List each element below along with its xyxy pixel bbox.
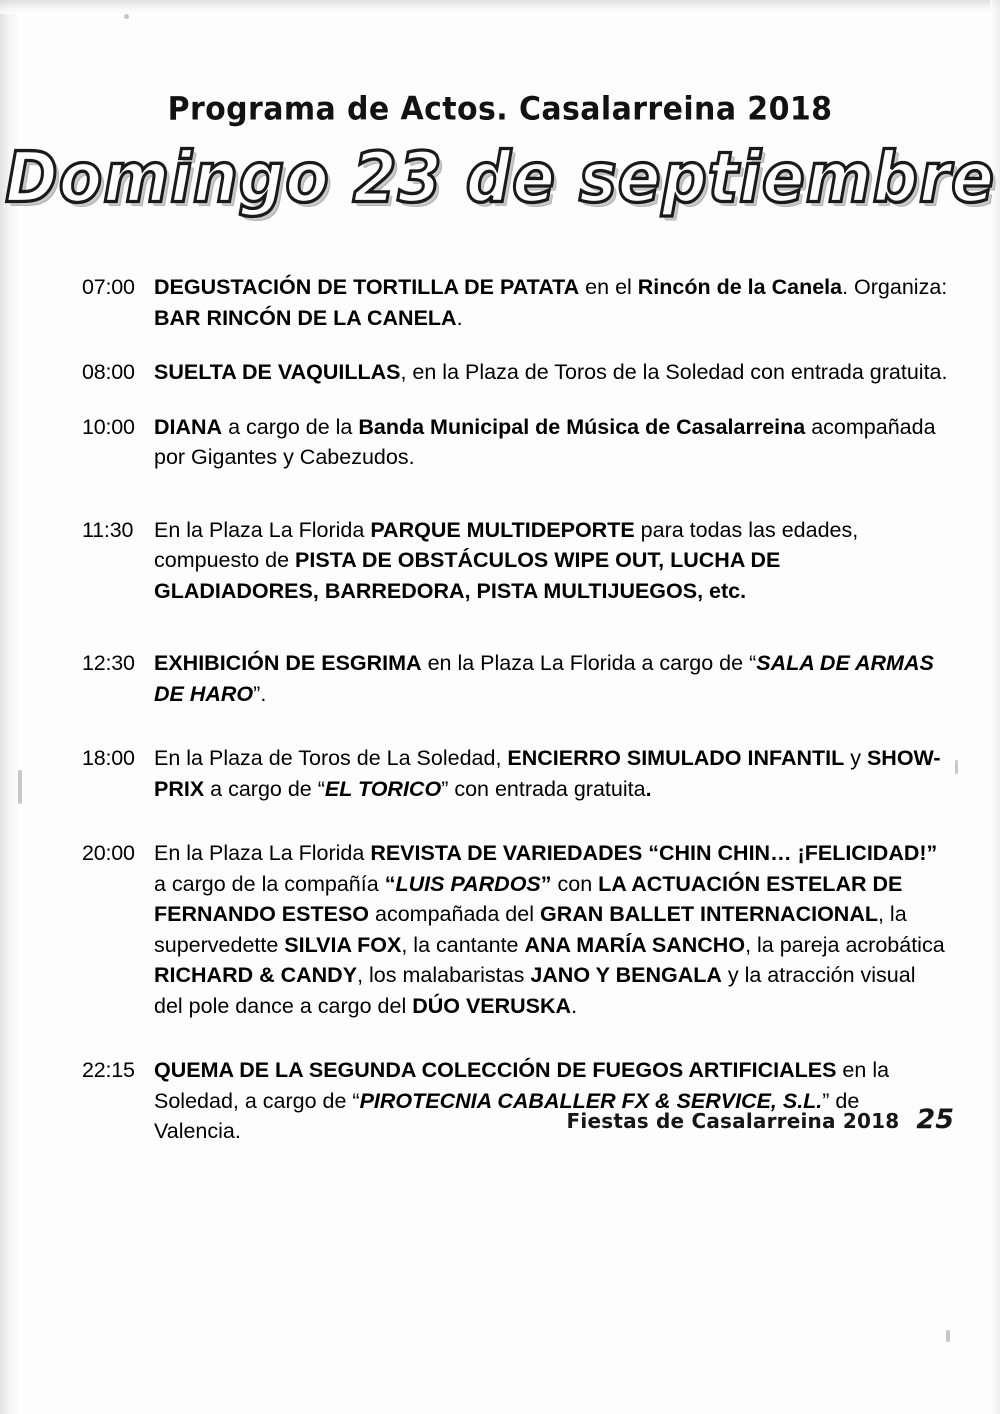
list-item xyxy=(82,412,950,473)
event-time: 18:00 xyxy=(82,746,135,771)
event-description: En la Plaza La Florida REVISTA DE VARIEDADES “CHIN CHIN… ¡FELICIDAD!” a cargo de la compañía “LUIS PARDOS” con LA ACTUACIÓN ESTELAR DE FERNANDO ESTESO acompañada del GRAN BALLET INTERNACIONAL, la supervedette SILVIA FOX, la cantante ANA MARÍA SANCHO, la pareja acrobática RICHARD & CANDY, los malabaristas JANO Y BENGALA y la atracción visual del pole dance a cargo del DÚO VERUSKA. xyxy=(154,841,945,1018)
page-title: Programa de Actos. Casalarreina 2018 xyxy=(167,90,833,129)
list-item xyxy=(82,838,950,1021)
event-list xyxy=(82,272,950,1147)
event-time: 12:30 xyxy=(82,651,135,676)
day-title-container xyxy=(0,136,1000,219)
event-description: SUELTA DE VAQUILLAS, en la Plaza de Toros de la Soledad con entrada gratuita. xyxy=(154,360,948,385)
event-description: DEGUSTACIÓN DE TORTILLA DE PATATA en el Rincón de la Canela. Organiza: BAR RINCÓN DE LA CANELA. xyxy=(154,275,948,330)
event-time: 08:00 xyxy=(82,360,135,385)
event-time: 11:30 xyxy=(82,517,134,542)
event-description: QUEMA DE LA SEGUNDA COLECCIÓN DE FUEGOS ARTIFICIALES en la Soledad, a cargo de “PIROTECNIA CABALLER FX & SERVICE, S.L.” de Valencia. xyxy=(154,1058,890,1144)
page-footer xyxy=(0,1104,954,1135)
list-item xyxy=(82,272,950,333)
footer-book-title: Fiestas de Casalarreina 2018 xyxy=(566,1108,900,1133)
event-description: DIANA a cargo de la Banda Municipal de Música de Casalarreina acompañada por Gigantes y Cabezudos. xyxy=(154,414,936,470)
page-number: 25 xyxy=(916,1103,954,1135)
event-description: EXHIBICIÓN DE ESGRIMA en la Plaza La Florida a cargo de “SALA DE ARMAS DE HARO”. xyxy=(154,651,934,706)
list-item xyxy=(82,743,950,804)
list-item xyxy=(82,357,950,388)
event-description: En la Plaza de Toros de La Soledad, ENCIERRO SIMULADO INFANTIL y SHOW-PRIX a cargo de “EL TORICO” con entrada gratuita. xyxy=(154,746,941,801)
event-time: 07:00 xyxy=(82,275,135,299)
list-item xyxy=(82,648,950,709)
day-heading: Domingo 23 de septiembre xyxy=(5,136,995,219)
event-time: 20:00 xyxy=(82,841,135,866)
list-item xyxy=(82,515,950,607)
event-time: 10:00 xyxy=(82,414,135,439)
scan-speck xyxy=(946,1330,950,1342)
event-description: En la Plaza La Florida PARQUE MULTIDEPORTE para todas las edades, compuesto de PISTA DE OBSTÁCULOS WIPE OUT, LUCHA DE GLADIADORES, BARREDORA, PISTA MULTIJUEGOS, etc. xyxy=(154,517,859,603)
event-time: 22:15 xyxy=(82,1058,135,1083)
